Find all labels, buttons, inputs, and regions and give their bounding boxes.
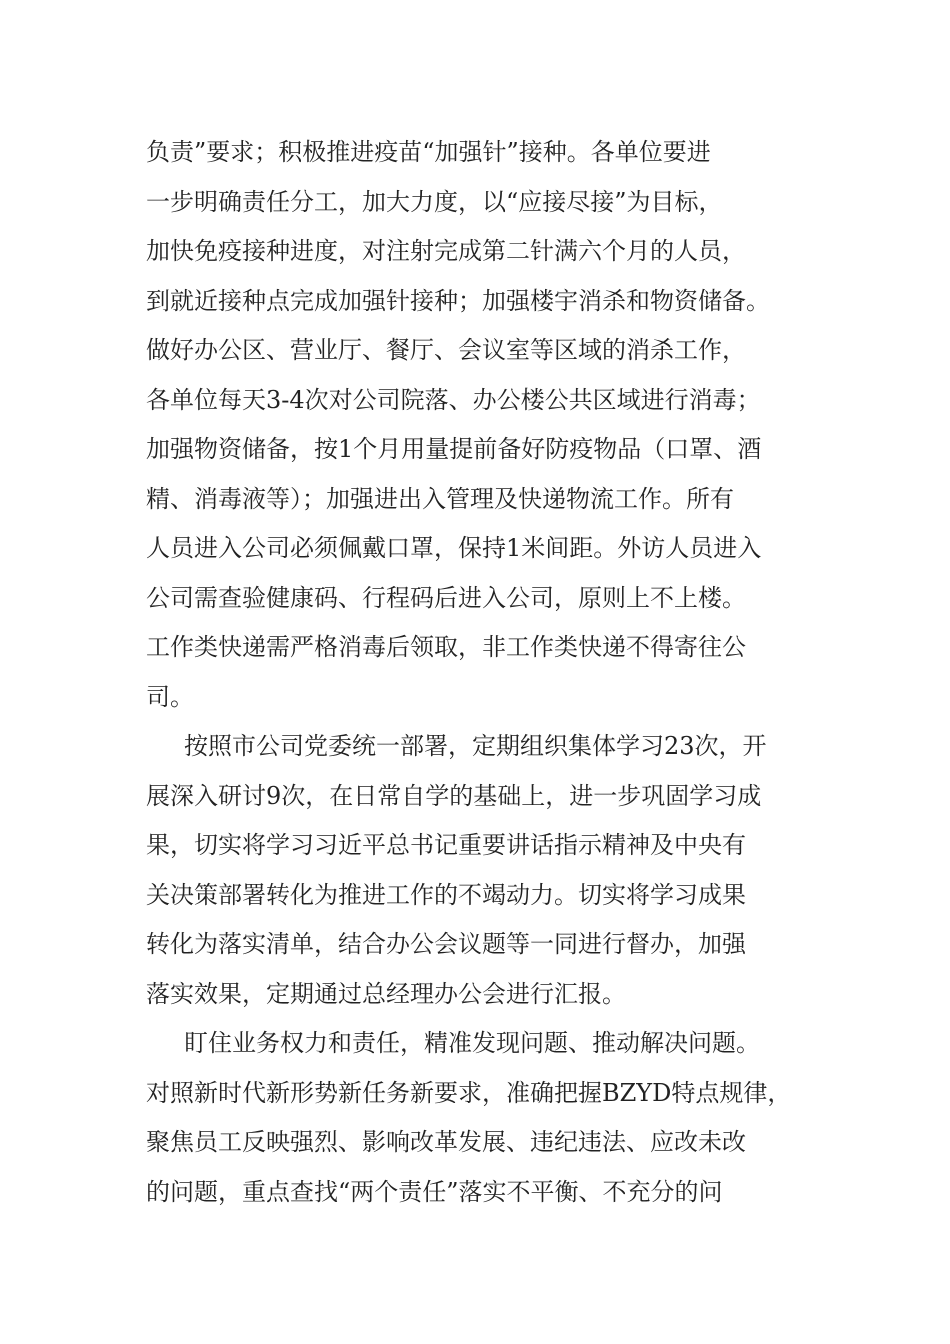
text-line: 聚焦员工反映强烈、影响改革发展、违纪违法、应改未改 — [146, 1128, 746, 1156]
paragraph-1 — [146, 128, 816, 722]
text-line: 各单位每天3-4次对公司院落、办公楼公共区域进行消毒； — [146, 385, 761, 414]
text-line-first: 盯住业务权力和责任，精准发现问题、推动解决问题。 — [184, 1029, 760, 1057]
text-line: 司。 — [146, 682, 194, 711]
text-line: 落实效果，定期通过总经理办公会进行汇报。 — [146, 979, 626, 1008]
text-line: 做好办公区、营业厅、餐厅、会议室等区域的消杀工作， — [146, 336, 746, 364]
text-line: 加强物资储备，按1个月用量提前备好防疫物品（口罩、酒 — [146, 435, 762, 463]
text-line: 负责”要求；积极推进疫苗“加强针”接种。各单位要进 — [146, 138, 711, 166]
text-line: 转化为落实清单，结合办公会议题等一同进行督办，加强 — [146, 930, 746, 958]
text-line: 精、消毒液等）；加强进出入管理及快递物流工作。所有 — [146, 484, 734, 513]
text-line-first: 按照市公司党委统一部署，定期组织集体学习23次，开 — [184, 732, 767, 760]
text-line: 的问题，重点查找“两个责任”落实不平衡、不充分的问 — [146, 1177, 723, 1206]
text-line: 到就近接种点完成加强针接种；加强楼宇消杀和物资储备。 — [146, 286, 770, 315]
paragraph-2 — [146, 722, 816, 1019]
text-line: 工作类快递需严格消毒后领取，非工作类快递不得寄往公 — [146, 633, 746, 661]
paragraph-3 — [146, 1019, 816, 1217]
text-line: 一步明确责任分工，加大力度，以“应接尽接”为目标， — [146, 187, 723, 216]
text-line: 展深入研讨9次，在日常自学的基础上，进一步巩固学习成 — [146, 781, 762, 810]
text-line: 加快免疫接种进度，对注射完成第二针满六个月的人员， — [146, 237, 746, 265]
text-line: 果，切实将学习习近平总书记重要讲话指示精神及中央有 — [146, 831, 746, 859]
text-line: 人员进入公司必须佩戴口罩，保持1米间距。外访人员进入 — [146, 534, 762, 562]
text-line: 公司需查验健康码、行程码后进入公司，原则上不上楼。 — [146, 583, 746, 612]
document-body — [146, 128, 816, 1217]
text-line: 对照新时代新形势新任务新要求，准确把握BZYD特点规律， — [146, 1078, 792, 1107]
text-line: 关决策部署转化为推进工作的不竭动力。切实将学习成果 — [146, 880, 746, 909]
